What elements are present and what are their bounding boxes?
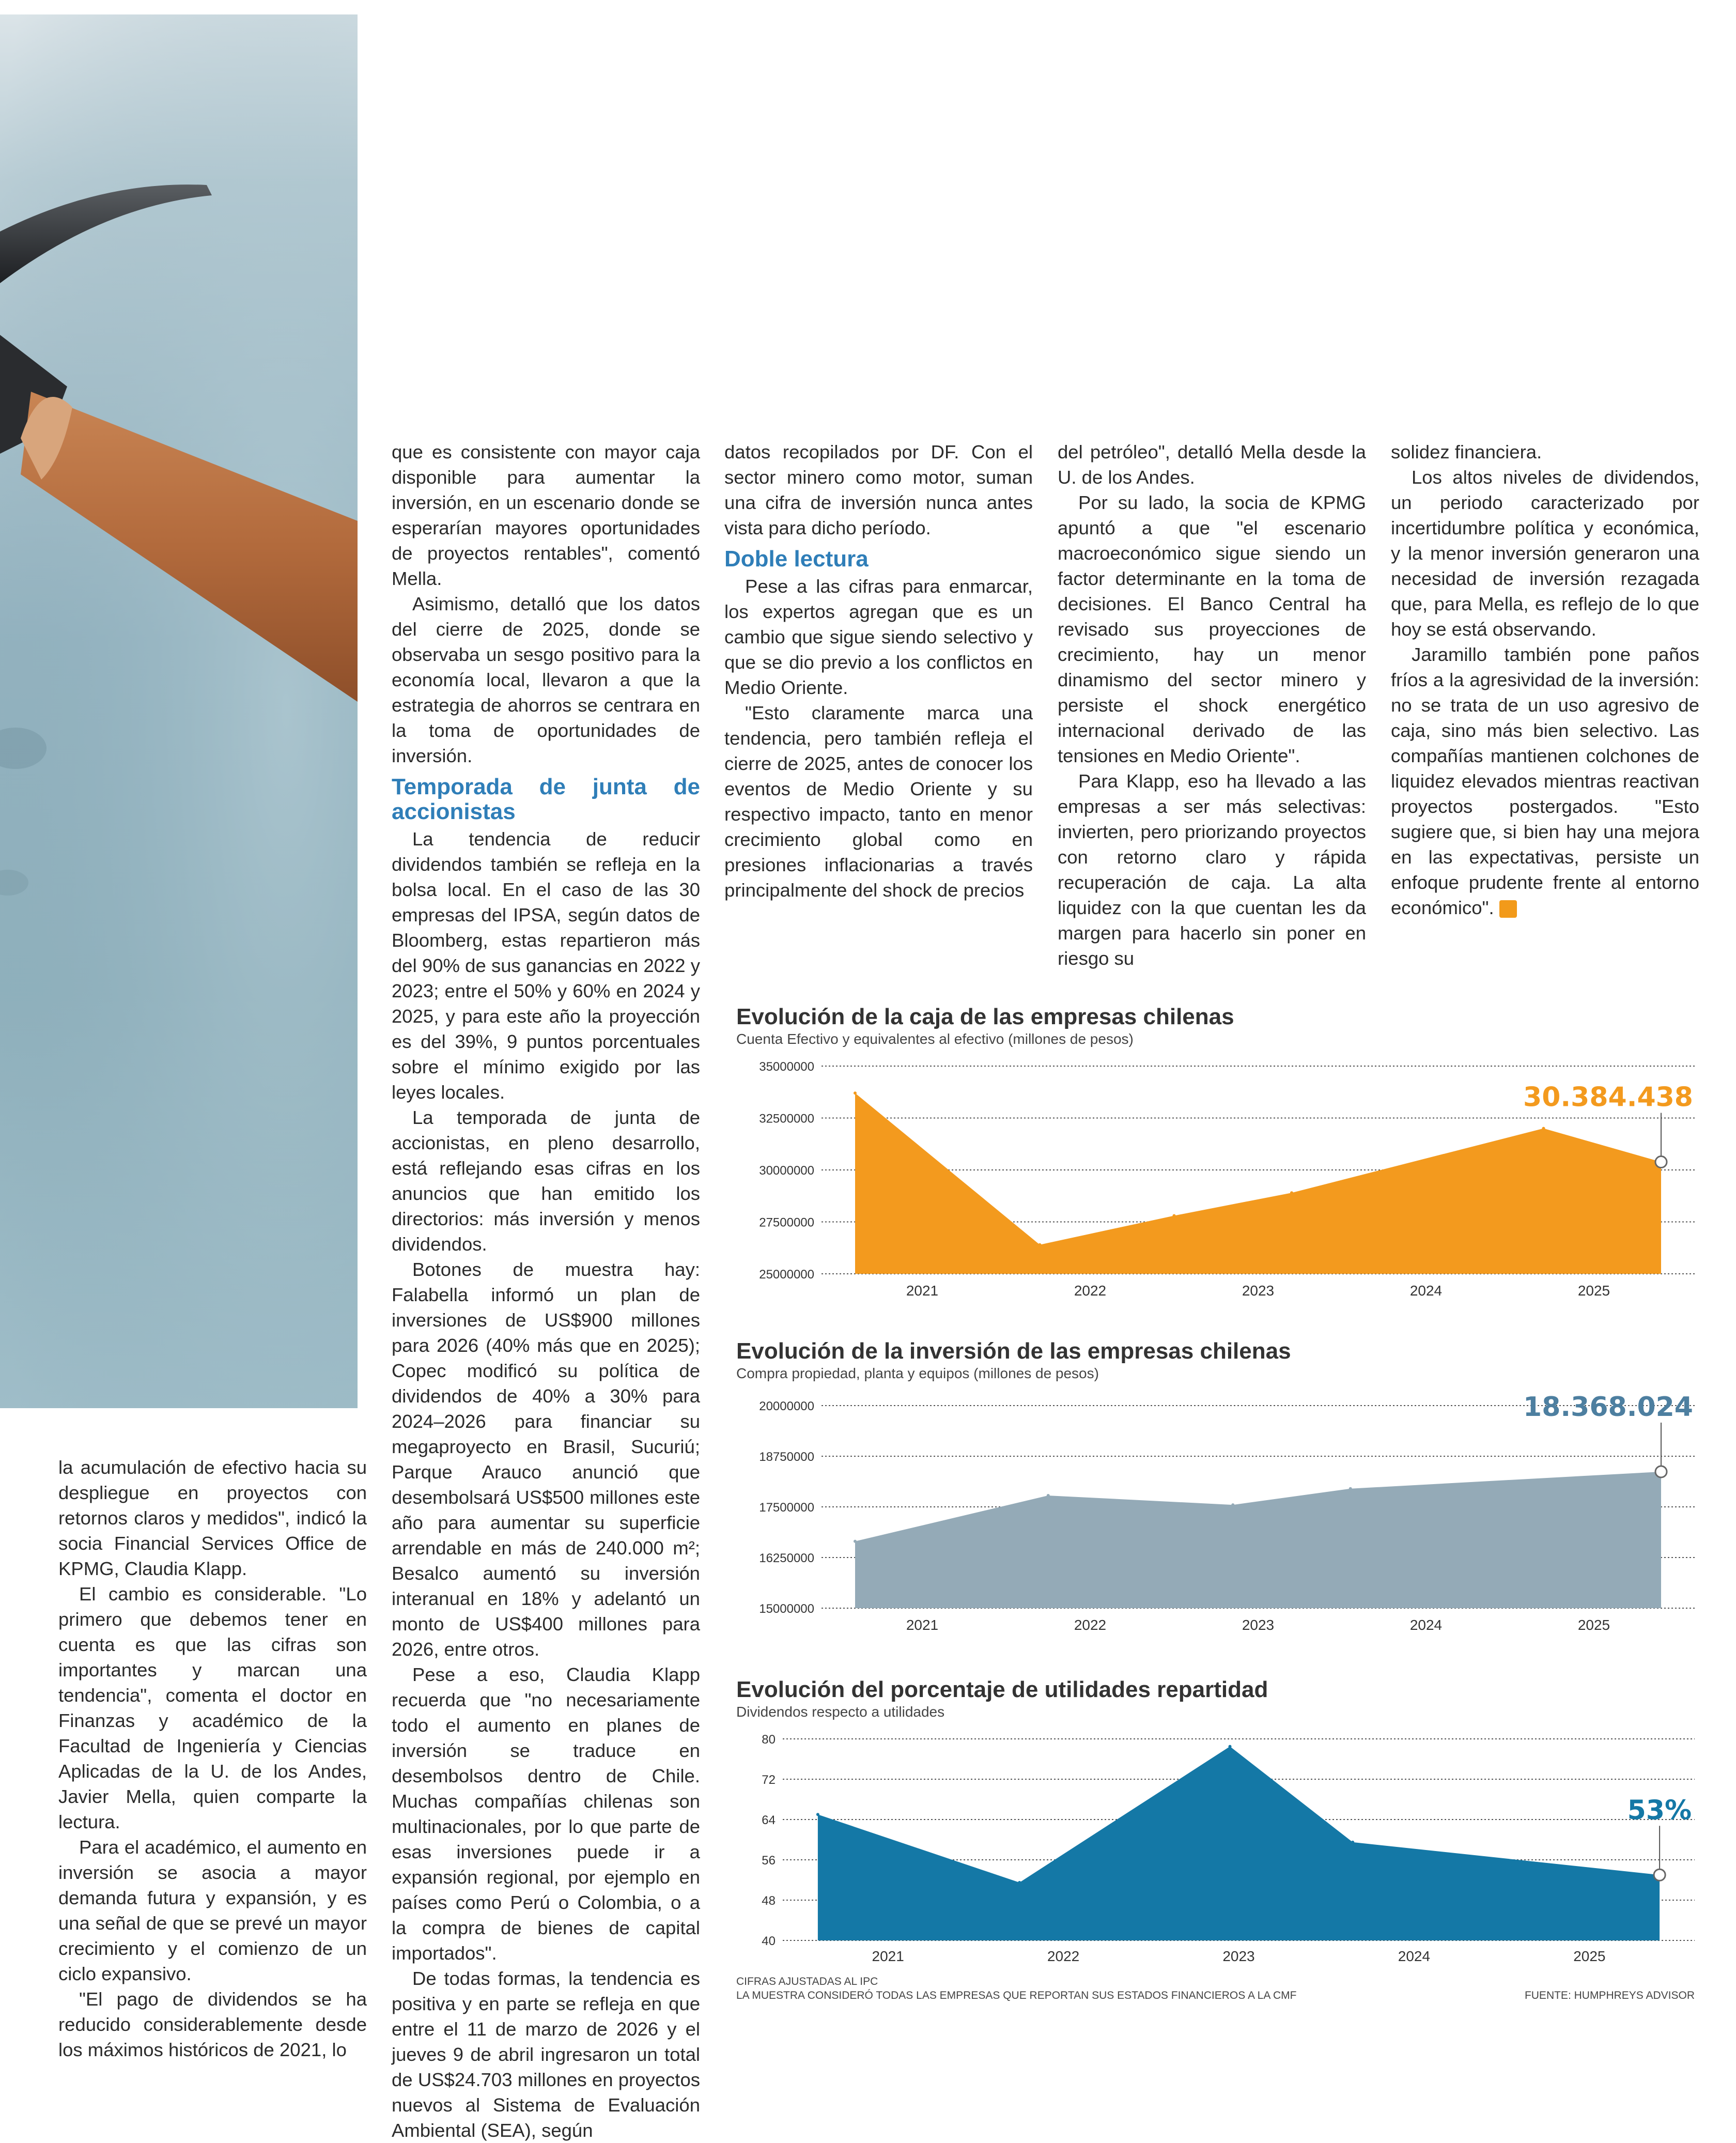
x-tick-label: 2025 (1577, 1617, 1610, 1633)
data-point (1173, 1214, 1176, 1217)
footnote-sample: LA MUESTRA CONSIDERÓ TODAS LAS EMPRESAS QUE REPORTAN SUS ESTADOS FINANCIEROS A LA CMF (736, 1990, 1297, 2001)
x-tick-label: 2023 (1242, 1617, 1275, 1633)
data-point (816, 1813, 819, 1816)
y-tick-label: 27500000 (759, 1215, 814, 1230)
text-column-2 (392, 439, 700, 2143)
chart-plot (731, 1395, 1702, 1654)
x-tick-label: 2025 (1577, 1283, 1610, 1299)
y-tick-label: 72 (762, 1773, 776, 1787)
area-series (855, 1093, 1661, 1274)
y-tick-label: 30000000 (759, 1164, 814, 1178)
y-tick-label: 18750000 (759, 1450, 814, 1464)
paragraph: Pese a las cifras para enmarcar, los expertos agregan que es un cambio que sigue siendo selectivo y que se dio previo a los conflictos en Medio Oriente. (724, 576, 1033, 698)
paragraph: Pese a eso, Claudia Klapp recuerda que "no necesariamente todo el aumento en planes de inversión se traduce en desembolsos dentro de Chile. Muchas compañías chilenas son multinacionales, por lo que parte de esas inversiones puede ir a expansión regional, por ejemplo en países como Perú o Colombia, o a la compra de bienes de capital importados". (392, 1664, 700, 1964)
chart-subtitle: Compra propiedad, planta y equipos (millones de pesos) (736, 1365, 1099, 1381)
data-point (854, 1540, 857, 1543)
data-point (1351, 1841, 1354, 1844)
paragraph: La temporada de junta de accionistas, en pleno desarrollo, está reflejando esas cifras en los anuncios que han emitido los directorios: más inversión y menos dividendos. (392, 1107, 700, 1255)
data-point (854, 1091, 857, 1094)
data-point (1290, 1191, 1293, 1194)
x-tick-label: 2022 (1074, 1283, 1107, 1299)
highlight-marker (1655, 1157, 1667, 1168)
data-point (1231, 1503, 1234, 1506)
x-tick-label: 2023 (1222, 1948, 1255, 1964)
x-tick-label: 2024 (1409, 1283, 1443, 1299)
text-column-5 (1391, 439, 1699, 920)
y-tick-label: 20000000 (759, 1399, 814, 1413)
highlight-marker (1655, 1466, 1667, 1477)
hammer-illustration (0, 14, 358, 1408)
paragraph: Botones de muestra hay: Falabella informó un plan de inversiones de US$900 millones para 2026 (40% más que en 2025); Copec modificó su política de dividendos de 40% a 30% para 2024–2026 para financiar su megaproyecto en Brasil, Sucuriú; Parque Arauco anunció que desembolsará US$500 millones este año para aumentar su superficie arrendable en más de 240.000 m²; Besalco aumentó su inversión interanual en 18% y adelantó un monto de US$400 millones para 2026, entre otros. (392, 1259, 700, 1660)
section-heading: Doble lectura (724, 546, 869, 572)
paragraph: Para el académico, el aumento en inversión se asocia a mayor demanda futura y expansión, y es una señal de que se prevé un mayor crecimiento y el comienzo de un ciclo expansivo. (58, 1837, 367, 1984)
x-tick-label: 2022 (1074, 1617, 1107, 1633)
paragraph: De todas formas, la tendencia es positiva y en parte se refleja en que entre el 11 de marzo de 2026 y el jueves 9 de abril ingresaron un total de US$24.703 millones en proyectos nuevos al Sistema de Evaluación Ambiental (SEA), según (392, 1968, 700, 2141)
y-tick-label: 25000000 (759, 1268, 814, 1282)
data-point (1047, 1494, 1050, 1497)
paragraph: solidez financiera. (1391, 441, 1542, 462)
x-tick-label: 2021 (906, 1617, 939, 1633)
y-tick-label: 15000000 (759, 1602, 814, 1616)
y-tick-label: 40 (762, 1934, 776, 1948)
chart-plot (731, 1061, 1702, 1309)
x-tick-label: 2021 (872, 1948, 904, 1964)
y-tick-label: 16250000 (759, 1551, 814, 1565)
paragraph: Los altos niveles de dividendos, un periodo caracterizado por incertidumbre política y económica, y la menor inversión generaron una necesidad de inversión rezagada que, para Mella, es reflejo de lo que hoy se está observando. (1391, 467, 1699, 640)
paragraph: Asimismo, detalló que los datos del cierre de 2025, donde se observaba un sesgo positivo para la economía local, llevaron a que la estrategia de ahorros se centrara en la toma de oportunidades de inversión. (392, 593, 700, 766)
end-of-article-icon: S (1499, 900, 1517, 918)
paragraph: "El pago de dividendos se ha reducido considerablemente desde los máximos históricos de 2021, lo (58, 1988, 367, 2060)
data-point (1018, 1881, 1021, 1884)
data-point (1349, 1487, 1352, 1490)
chart-subtitle: Cuenta Efectivo y equivalentes al efectivo (millones de pesos) (736, 1031, 1134, 1047)
y-tick-label: 48 (762, 1894, 776, 1908)
x-tick-label: 2025 (1573, 1948, 1606, 1964)
footnote-ipc: CIFRAS AJUSTADAS AL IPC (736, 1976, 878, 1987)
x-tick-label: 2023 (1242, 1283, 1275, 1299)
x-tick-label: 2021 (906, 1283, 939, 1299)
area-series (818, 1747, 1660, 1940)
x-tick-label: 2024 (1409, 1617, 1443, 1633)
text-column-3 (724, 439, 1033, 903)
hammer-photo (0, 14, 358, 1408)
section-heading: Temporada de junta de accionistas (392, 774, 700, 824)
chart-investment (731, 1338, 1702, 1654)
y-tick-label: 35000000 (759, 1061, 814, 1074)
y-tick-label: 80 (762, 1734, 776, 1747)
highlight-value-label: 30.384.438 (1523, 1082, 1693, 1113)
highlight-value-label: 53% (1627, 1795, 1692, 1826)
paragraph: que es consistente con mayor caja disponible para aumentar la inversión, en un escenario donde se esperarían mayores oportunidades de proyectos rentables", comentó Mella. (392, 441, 700, 589)
paragraph: La tendencia de reducir dividendos también se refleja en la bolsa local. En el caso de las 30 empresas del IPSA, según datos de Bloomberg, estas repartieron más del 90% de sus ganancias en 2022 y 2023; entre el 50% y 60% en 2024 y 2025, y para este año la proyección es del 39%, 9 puntos porcentuales sobre el mínimo exigido por las leyes locales. (392, 828, 700, 1103)
data-point (1038, 1243, 1042, 1246)
y-tick-label: 17500000 (759, 1501, 814, 1515)
chart-title: Evolución de la caja de las empresas chilenas (736, 1004, 1234, 1029)
paragraph: Por su lado, la socia de KPMG apuntó a que "el escenario macroeconómico sigue siendo un factor determinante en la toma de decisiones. El Banco Central ha revisado sus proyecciones de crecimiento, hay un menor dinamismo del sector minero y persiste el shock energético internacional derivado de las tensiones en Medio Oriente". (1058, 492, 1366, 766)
paragraph: El cambio es considerable. "Lo primero que debemos tener en cuenta es que las cifras son importantes y marcan una tendencia", comenta el doctor en Finanzas y académico de la Facultad de Ingeniería y Ciencias Aplicadas de la U. de los Andes, Javier Mella, quien comparte la lectura. (58, 1583, 367, 1832)
highlight-marker (1654, 1869, 1665, 1880)
y-tick-label: 64 (762, 1813, 776, 1827)
chart-subtitle: Dividendos respecto a utilidades (736, 1704, 945, 1720)
paragraph: la acumulación de efectivo hacia su despliegue en proyectos con retornos claros y medidos", indicó la socia Financial Services Office de KPMG, Claudia Klapp. (58, 1457, 367, 1579)
paragraph: datos recopilados por DF. Con el sector minero como motor, suman una cifra de inversión nunca antes vista para dicho período. (724, 441, 1033, 538)
data-point (1542, 1127, 1545, 1130)
chart-cash (731, 1004, 1702, 1314)
paragraph: del petróleo", detalló Mella desde la U. de los Andes. (1058, 441, 1366, 488)
data-point (1229, 1745, 1232, 1748)
highlight-value-label: 18.368.024 (1523, 1395, 1693, 1423)
text-column-1 (58, 1455, 367, 2062)
y-tick-label: 56 (762, 1854, 776, 1868)
paragraph: Jaramillo también pone paños fríos a la agresividad de la inversión: no se trata de un uso agresivo de caja, sino más bien selectivo. Las compañías mantienen colchones de liquidez elevados mientras reactivan proyectos postergados. "Esto sugiere que, si bien hay una mejora en las expectativas, persiste un enfoque prudente frente al entorno económico". S (1391, 644, 1699, 918)
y-tick-label: 32500000 (759, 1112, 814, 1126)
text-column-4 (1058, 439, 1366, 971)
footnote-source: FUENTE: HUMPHREYS ADVISOR (1524, 1990, 1695, 2001)
area-series (855, 1472, 1661, 1608)
paragraph: Para Klapp, eso ha llevado a las empresas a ser más selectivas: invierten, pero priorizando proyectos con retorno claro y rápida recuperación de caja. La alta liquidez con la que cuentan les da margen para hacerlo sin poner en riesgo su (1058, 770, 1366, 969)
paragraph: "Esto claramente marca una tendencia, pero también refleja el cierre de 2025, antes de conocer los eventos de Medio Oriente y su respectivo impacto, tanto en menor crecimiento global como en presiones inflacionarias a través principalmente del shock de precios (724, 702, 1033, 901)
x-tick-label: 2022 (1047, 1948, 1080, 1964)
x-tick-label: 2024 (1398, 1948, 1431, 1964)
chart-title: Evolución del porcentaje de utilidades repartidad (736, 1677, 1268, 1702)
chart-title: Evolución de la inversión de las empresas chilenas (736, 1338, 1291, 1364)
chart-plot (731, 1734, 1702, 1982)
chart-dividends (731, 1677, 1702, 1982)
